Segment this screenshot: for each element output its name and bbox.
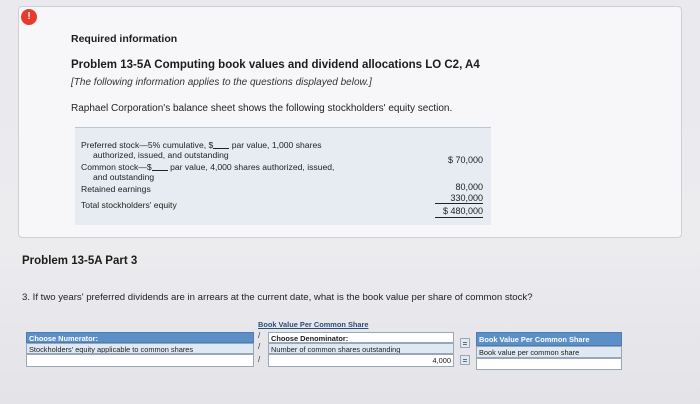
alert-icon: ! bbox=[21, 9, 37, 25]
numerator-select[interactable]: Stockholders' equity applicable to common shares bbox=[26, 343, 254, 354]
numerator-input[interactable] bbox=[26, 354, 254, 367]
retained-earnings-amount: 330,000 bbox=[450, 193, 483, 203]
denominator-select[interactable]: Number of common shares outstanding bbox=[268, 343, 454, 354]
preferred-stock-line2: authorized, issued, and outstanding bbox=[93, 150, 229, 160]
preferred-stock-amount: $ 70,000 bbox=[447, 155, 483, 165]
question-text: 3. If two years' preferred dividends are in arrears at the current date, what is the book value per share of common stock? bbox=[22, 292, 533, 303]
retained-earnings-label: Retained earnings bbox=[81, 184, 151, 194]
result-header: Book Value Per Common Share bbox=[476, 332, 622, 346]
common-stock-amount: 80,000 bbox=[455, 182, 483, 192]
intro-text: Raphael Corporation's balance sheet shows the following stockholders' equity section. bbox=[71, 103, 453, 114]
common-stock-line2: and outstanding bbox=[93, 172, 155, 182]
problem-title: Problem 13-5A Computing book values and dividend allocations LO C2, A4 bbox=[71, 59, 480, 71]
common-stock-line1: Common stock—$ par value, 4,000 shares authorized, issued, bbox=[81, 162, 335, 172]
calc-section-title: Book Value Per Common Share bbox=[258, 320, 369, 329]
total-equity-label: Total stockholders' equity bbox=[81, 200, 177, 210]
info-card bbox=[18, 6, 682, 238]
divide-symbol-3: / bbox=[258, 355, 261, 364]
divide-symbol-2: / bbox=[258, 342, 261, 351]
part-title: Problem 13-5A Part 3 bbox=[22, 255, 138, 267]
numerator-header: Choose Numerator: bbox=[26, 332, 254, 343]
info-note: [The following information applies to the questions displayed below.] bbox=[71, 77, 372, 88]
equals-symbol-2: = bbox=[460, 355, 470, 365]
denominator-input[interactable]: 4,000 bbox=[268, 354, 454, 367]
subtotal-rule bbox=[435, 203, 483, 204]
required-info-label: Required information bbox=[71, 33, 178, 45]
result-label: Book value per common share bbox=[476, 346, 622, 358]
denominator-header: Choose Denominator: bbox=[268, 332, 454, 343]
balance-sheet-table bbox=[75, 127, 491, 225]
equals-symbol-1: = bbox=[460, 338, 470, 348]
result-input[interactable] bbox=[476, 358, 622, 370]
preferred-stock-line1: Preferred stock—5% cumulative, $ par value, 1,000 shares bbox=[81, 140, 322, 150]
divide-symbol-1: / bbox=[258, 331, 261, 340]
total-equity-amount: $ 480,000 bbox=[442, 206, 483, 216]
calculation-table bbox=[26, 318, 666, 378]
total-rule bbox=[435, 217, 483, 218]
